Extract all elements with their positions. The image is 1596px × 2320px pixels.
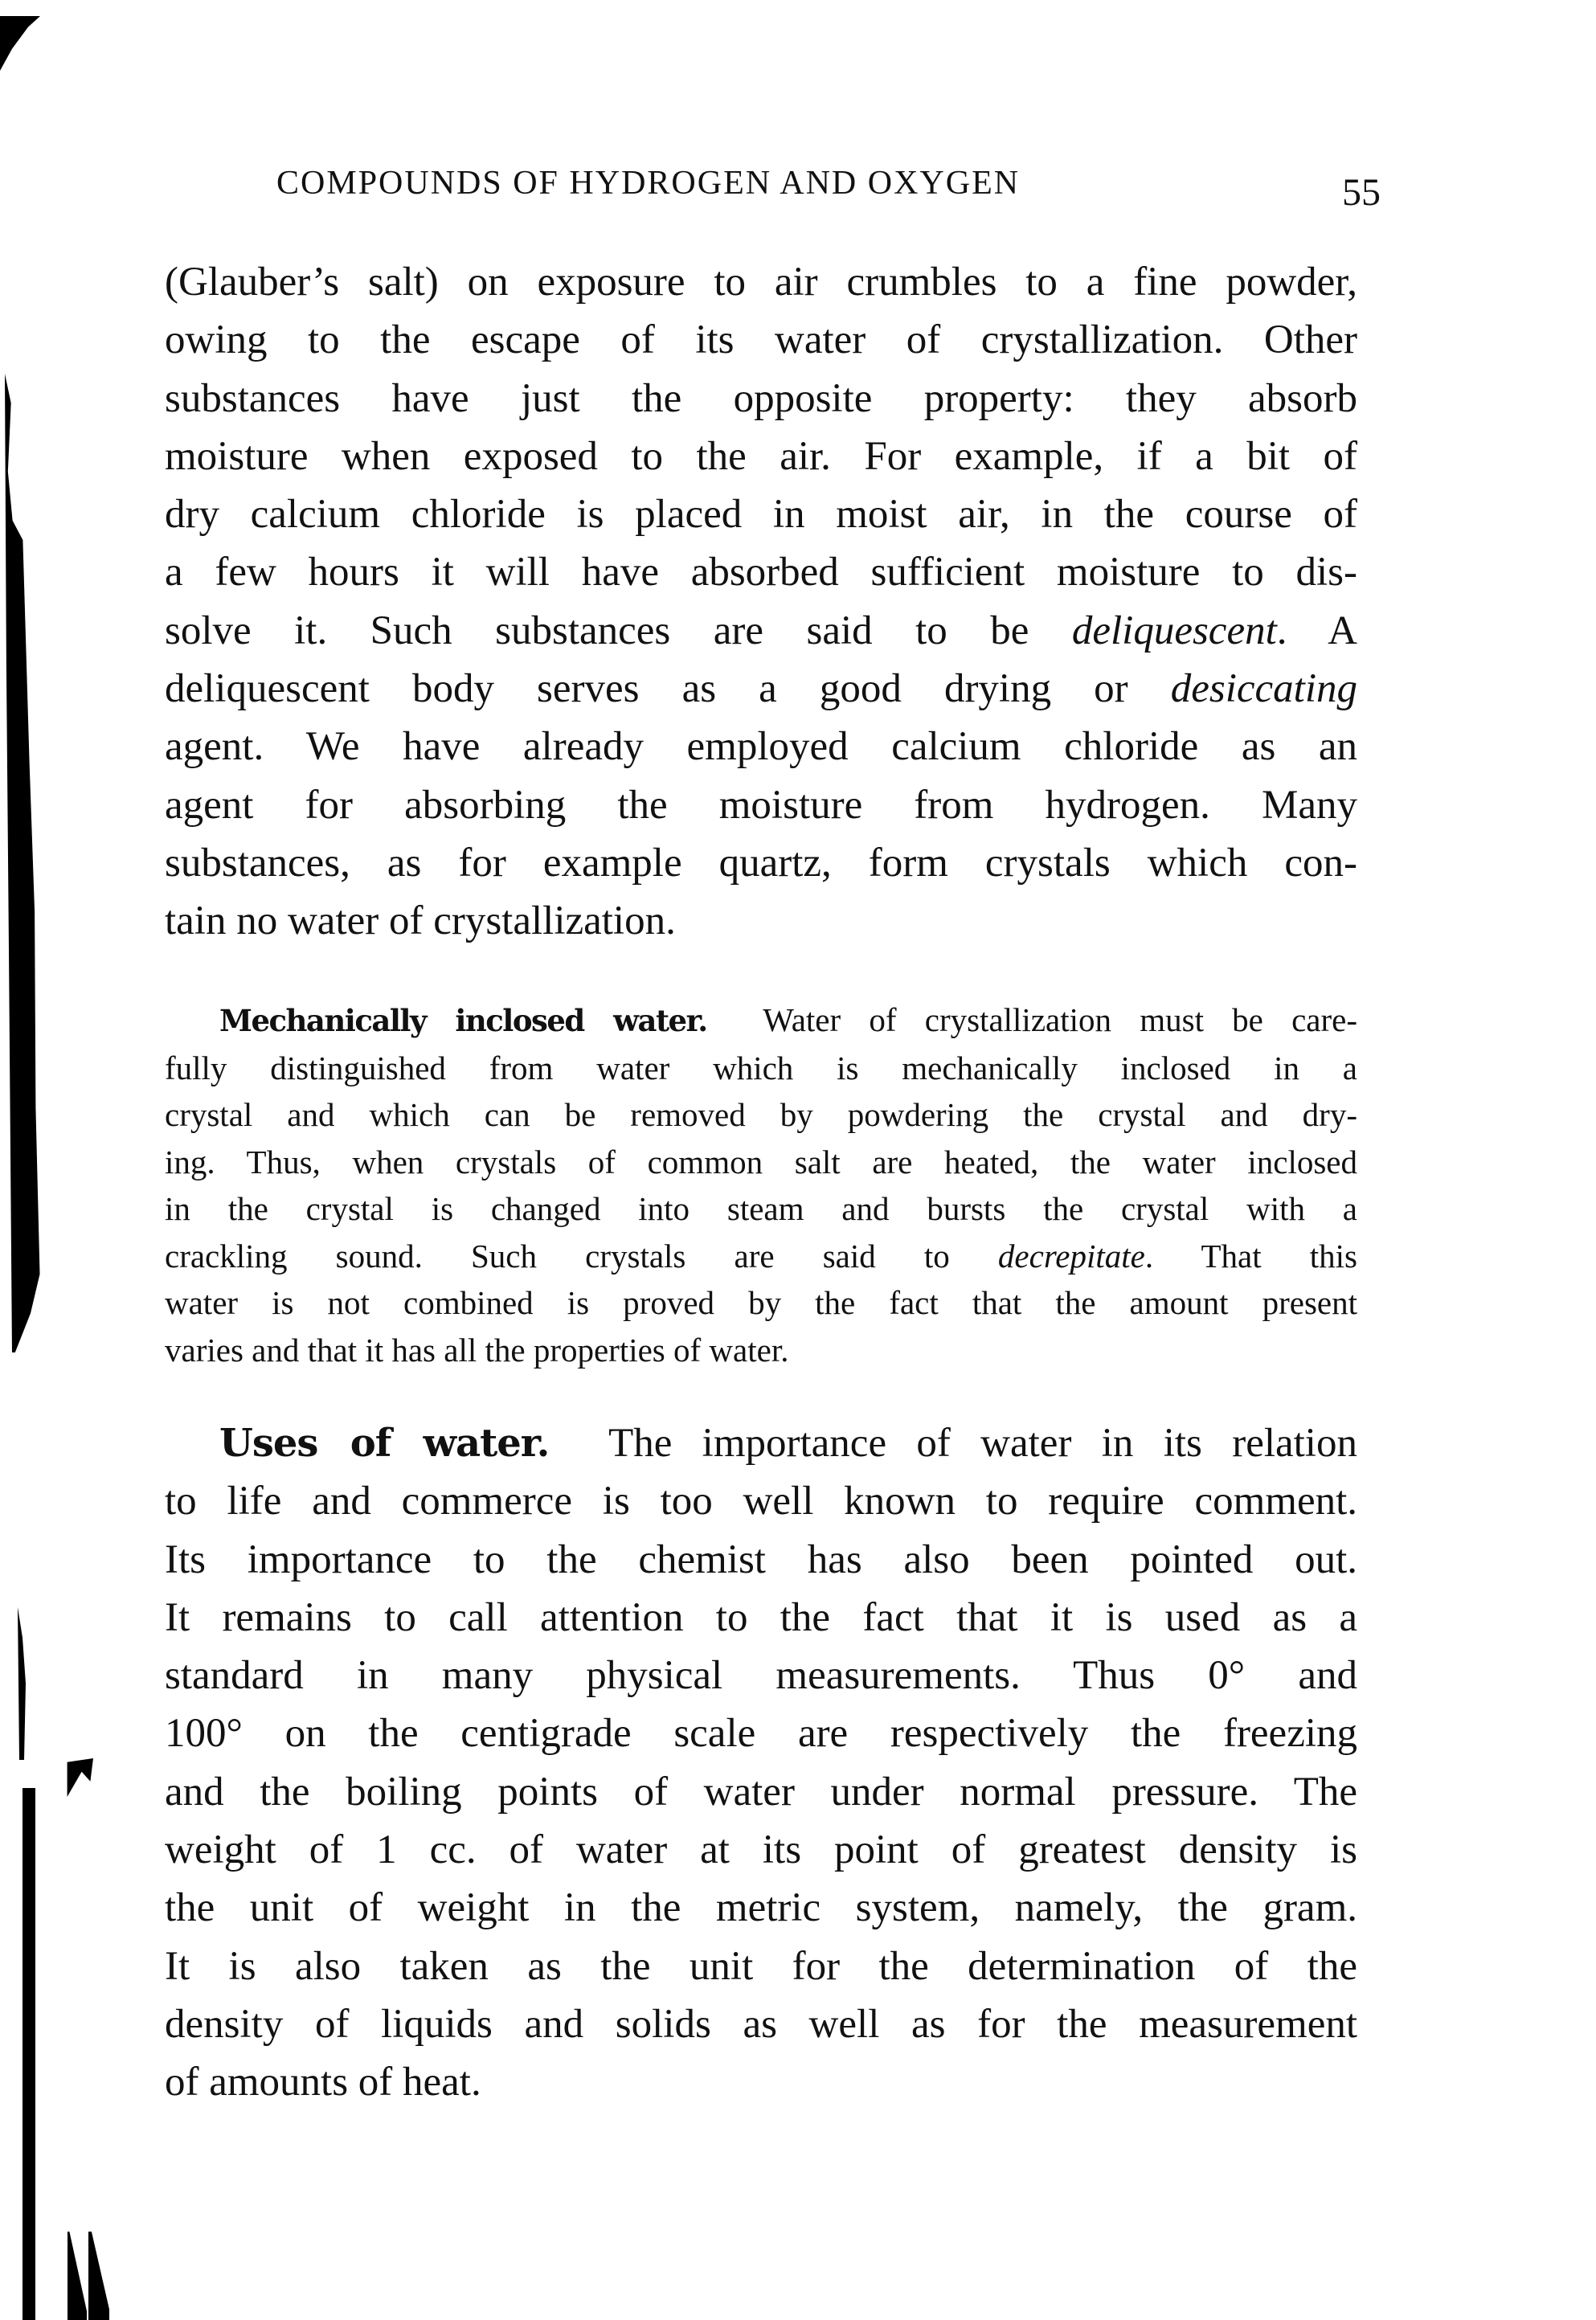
text-line: owing to the escape of its water of crystallization. Other [165, 317, 1357, 363]
text-line [165, 602, 1357, 660]
text-line: crystal and which can be removed by powdering the crystal and dry- [165, 1096, 1357, 1133]
text-run: deliquescent body serves as a good drying or [165, 666, 1171, 712]
paragraph-uses-of-water [165, 1414, 1357, 2112]
text-line: It is also taken as the unit for the determination of the [165, 1943, 1357, 1989]
text-line: dry calcium chloride is placed in moist air, in the course of [165, 492, 1357, 538]
running-head: COMPOUNDS OF HYDROGEN AND OXYGEN [276, 165, 1021, 202]
text-line [165, 1233, 1357, 1280]
scan-edge-artifact-top [0, 16, 40, 71]
section-heading: Mechanically inclosed water. [219, 1003, 707, 1038]
text-line: 100° on the centigrade scale are respectively the freezing [165, 1711, 1357, 1757]
text-run: Water of crystallization must be care- [763, 1001, 1357, 1038]
text-line: weight of 1 cc. of water at its point of greatest density is [165, 1827, 1357, 1873]
text-line: of amounts of heat. [165, 2060, 481, 2105]
page-number: 55 [1342, 171, 1381, 214]
text-line: (Glauber’s salt) on exposure to air crumbles to a fine powder, [165, 260, 1357, 305]
text-line: agent. We have already employed calcium chloride as an [165, 724, 1357, 770]
paragraph-mechanically-inclosed-water [165, 996, 1357, 1373]
text-line: Its importance to the chemist has also been pointed out. [165, 1536, 1357, 1582]
text-line [165, 660, 1357, 718]
text-line: in the crystal is changed into steam and bursts the crystal with a [165, 1190, 1357, 1227]
text-line: agent for absorbing the moisture from hydrogen. Many [165, 782, 1357, 828]
text-line [165, 1414, 1357, 1472]
paragraph-glauber-continuation [165, 253, 1357, 951]
text-line: fully distinguished from water which is mechanically inclosed in a [165, 1049, 1357, 1086]
text-line: the unit of weight in the metric system, namely, the gram. [165, 1885, 1357, 1931]
text-line: varies and that it has all the properties of water. [165, 1331, 789, 1369]
scan-edge-artifact-lower [18, 1607, 26, 1760]
scan-edge-artifact-bottom-2 [88, 2232, 109, 2320]
text-line: and the boiling points of water under normal pressure. The [165, 1769, 1357, 1815]
scan-edge-artifact-bar [23, 1788, 35, 2320]
text-line: density of liquids and solids as well as for the measurement [165, 2001, 1357, 2047]
text-line: substances, as for example quartz, form crystals which con- [165, 840, 1357, 886]
text-run: crackling sound. Such crystals are said to [165, 1237, 998, 1275]
text-run: . A [1276, 608, 1357, 653]
text-line [165, 996, 1357, 1045]
text-line: ing. Thus, when crystals of common salt are heated, the water inclosed [165, 1143, 1357, 1180]
italic-term-desiccating: desiccating [1170, 666, 1357, 712]
scan-edge-artifact-flag [64, 1758, 93, 1797]
text-line: substances have just the opposite property: they absorb [165, 375, 1357, 421]
italic-term-decrepitate: decrepitate [997, 1237, 1145, 1275]
italic-term-deliquescent: deliquescent [1071, 608, 1277, 653]
text-run: . That this [1144, 1237, 1357, 1275]
text-line: standard in many physical measurements. Thus 0° and [165, 1653, 1357, 1699]
scan-edge-artifact-middle [5, 374, 56, 1352]
page-header [241, 164, 1381, 212]
text-line: moisture when exposed to the air. For example, if a bit of [165, 433, 1357, 479]
text-line: tain no water of crystallization. [165, 898, 676, 944]
text-line: water is not combined is proved by the fact that the amount present [165, 1284, 1357, 1321]
text-run: The importance of water in its relation [608, 1421, 1357, 1466]
section-heading: Uses of water. [219, 1421, 550, 1466]
text-line: a few hours it will have absorbed sufficient moisture to dis- [165, 550, 1357, 595]
scan-edge-artifact-bottom-1 [68, 2232, 87, 2320]
text-line: to life and commerce is too well known to require comment. [165, 1479, 1357, 1524]
text-run: solve it. Such substances are said to be [165, 608, 1072, 653]
text-line: It remains to call attention to the fact that it is used as a [165, 1594, 1357, 1640]
